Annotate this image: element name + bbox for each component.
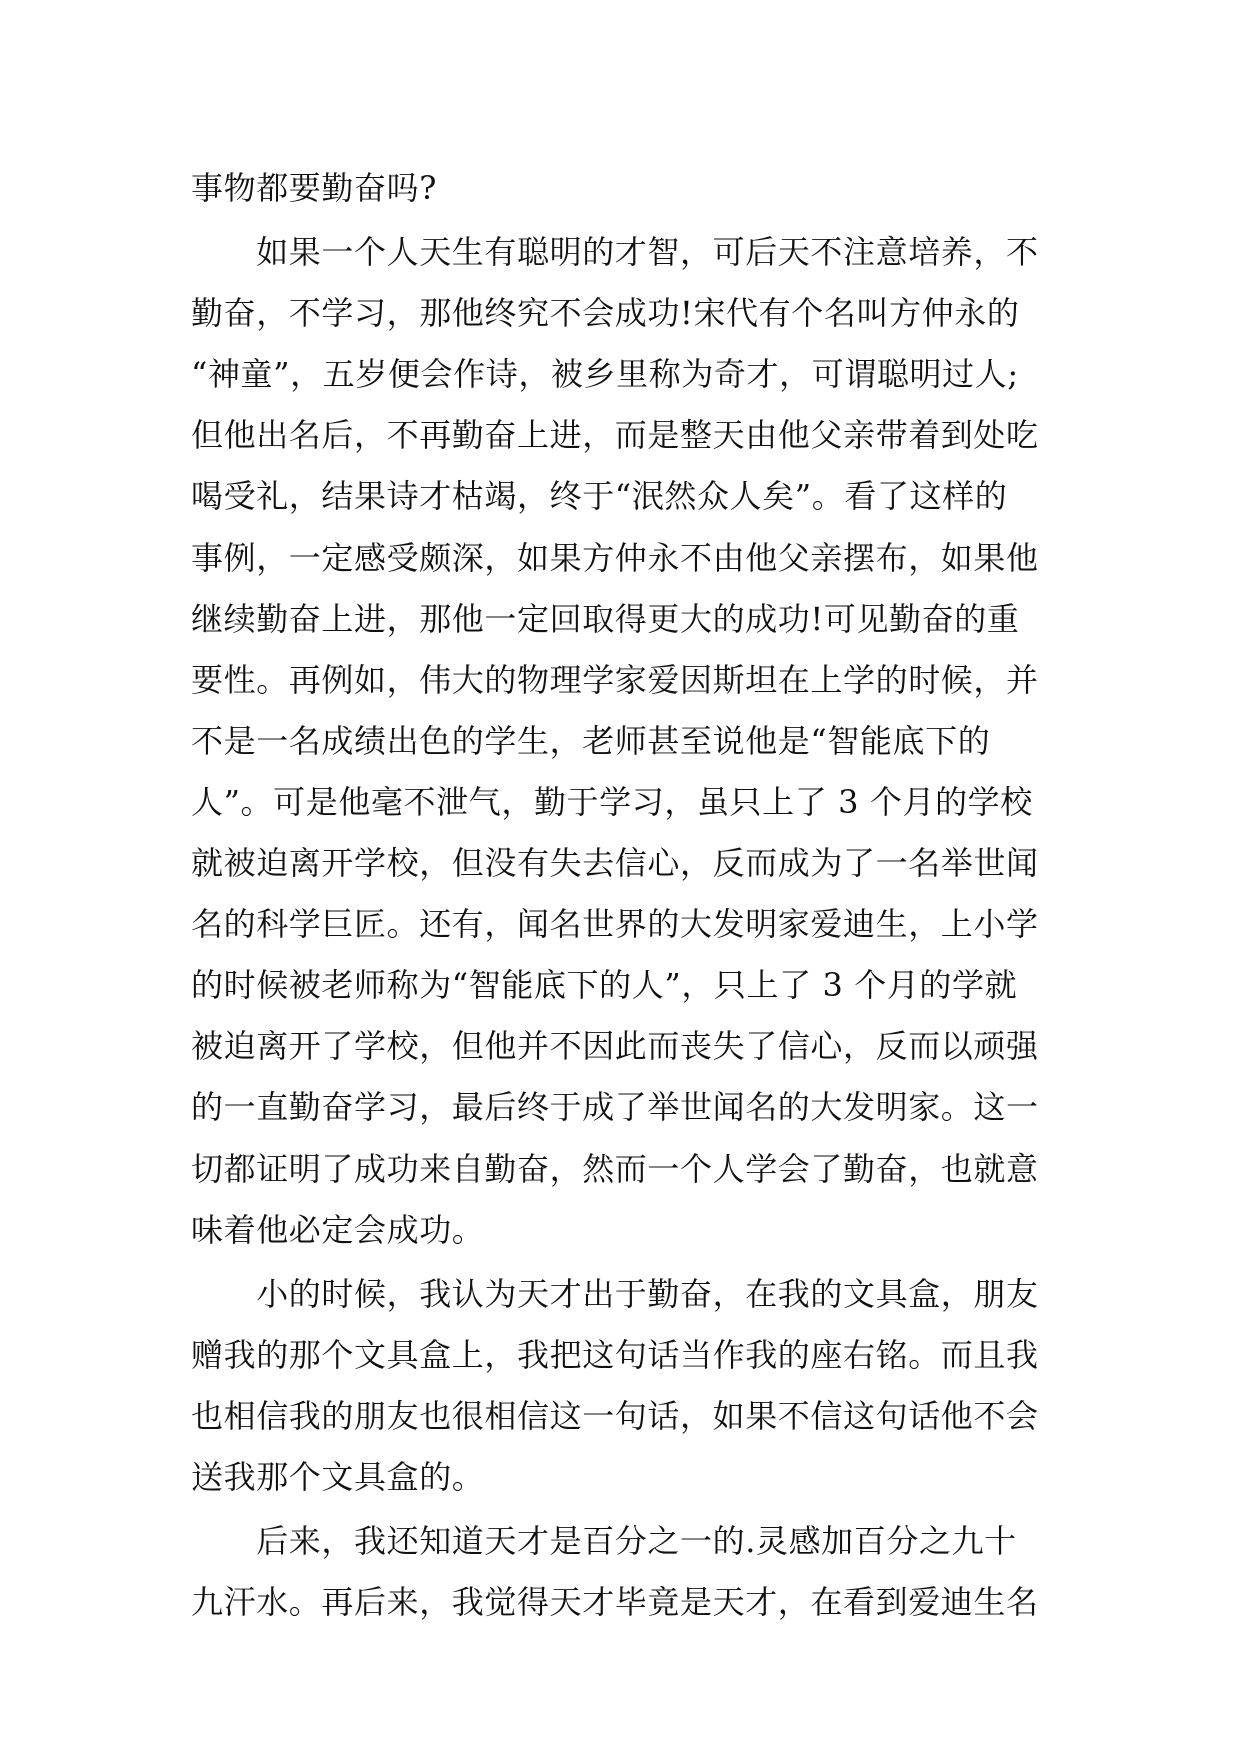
paragraph-3 [191,1264,1046,1508]
text-line: 事例，一定感受颇深，如果方仲永不由他父亲摆布，如果他 [191,538,1039,577]
paragraph-2 [191,222,1046,1261]
text-line: 九汗水。再后来，我觉得天才毕竟是天才，在看到爱迪生名 [191,1583,1039,1622]
text-line: 也相信我的朋友也很相信这一句话，如果不信这句话他不会 [191,1396,1039,1435]
text-line: 但他出名后，不再勤奋上进，而是整天由他父亲带着到处吃 [191,416,1039,455]
document-body [191,158,1046,1633]
text-line: 赠我的那个文具盒上，我把这句话当作我的座右铭。而且我 [191,1335,1039,1374]
text-line: 勤奋，不学习，那他终究不会成功!宋代有个名叫方仲永的 [191,294,1020,333]
text-line: 继续勤奋上进，那他一定回取得更大的成功!可见勤奋的重 [191,599,1020,638]
text-line: 的一直勤奋学习，最后终于成了举世闻名的大发明家。这一 [191,1088,1039,1127]
text-line: 人”。可是他毫不泄气，勤于学习，虽只上了 3 个月的学校 [191,782,1033,821]
text-line: 如果一个人天生有聪明的才智，可后天不注意培养，不 [191,233,1039,272]
text-line: 不是一名成绩出色的学生，老师甚至说他是“智能底下的 [191,721,991,760]
paragraph-4 [191,1511,1046,1633]
text-line: 小的时候，我认为天才出于勤奋，在我的文具盒，朋友 [191,1274,1039,1313]
text-line: “神童”，五岁便会作诗，被乡里称为奇才，可谓聪明过人; [191,355,1019,394]
text-line: 后来，我还知道天才是百分之一的.灵感加百分之九十 [191,1522,1017,1561]
text-line: 送我那个文具盒的。 [191,1457,485,1496]
paragraph-1 [191,158,1046,219]
text-line: 名的科学巨匠。还有，闻名世界的大发明家爱迪生，上小学 [191,905,1039,944]
text-line: 被迫离开了学校，但他并不因此而丧失了信心，反而以顽强 [191,1027,1039,1066]
text-line: 喝受礼，结果诗才枯竭，终于“泯然众人矣”。看了这样的 [191,477,1008,516]
text-line: 切都证明了成功来自勤奋，然而一个人学会了勤奋，也就意 [191,1149,1039,1188]
text-line: 事物都要勤奋吗? [191,169,437,207]
text-line: 要性。再例如，伟大的物理学家爱因斯坦在上学的时候，并 [191,660,1039,699]
text-line: 味着他必定会成功。 [191,1210,485,1249]
text-line: 的时候被老师称为“智能底下的人”，只上了 3 个月的学就 [191,966,1018,1005]
text-line: 就被迫离开学校，但没有失去信心，反而成为了一名举世闻 [191,844,1039,883]
